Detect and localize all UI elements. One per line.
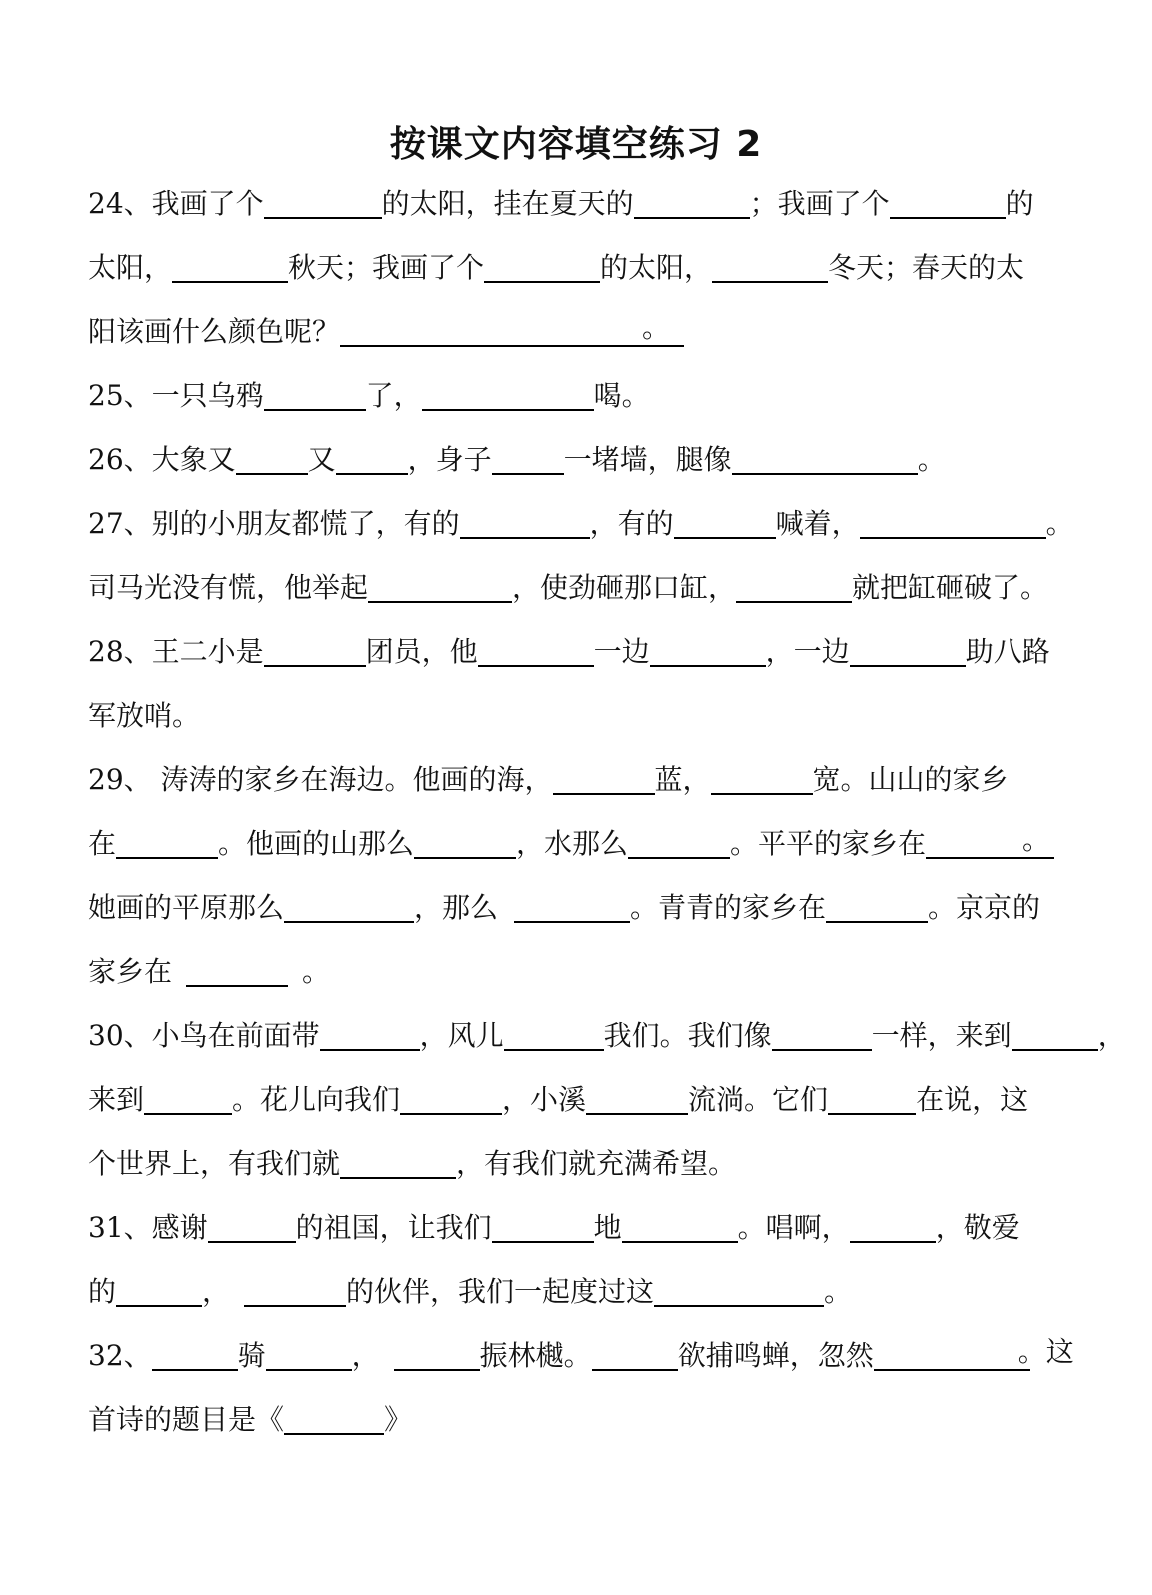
answer-blank[interactable] bbox=[264, 187, 382, 219]
q26-line: 26、大象又 又 ，身子 一堵墙，腿像 。 bbox=[88, 443, 946, 476]
answer-blank[interactable] bbox=[152, 1339, 238, 1371]
q28-line-1: 28、王二小是 团员，他 一边 ，一边 助八路 bbox=[88, 635, 1050, 668]
answer-blank[interactable] bbox=[116, 827, 218, 859]
answer-blank[interactable] bbox=[414, 827, 516, 859]
q24-line-1: 24、我画了个 的太阳，挂在夏天的 ；我画了个 的 bbox=[88, 187, 1034, 220]
q30-line-3: 个世界上，有我们就 ，有我们就充满希望。 bbox=[88, 1147, 737, 1180]
answer-blank[interactable] bbox=[144, 1083, 232, 1115]
answer-blank[interactable] bbox=[478, 635, 594, 667]
answer-blank[interactable] bbox=[711, 763, 813, 795]
answer-blank[interactable] bbox=[186, 955, 288, 987]
answer-blank[interactable] bbox=[772, 1019, 872, 1051]
answer-blank[interactable] bbox=[284, 1403, 384, 1435]
answer-blank[interactable] bbox=[284, 891, 414, 923]
answer-blank[interactable] bbox=[116, 1275, 202, 1307]
q28-line-2: 军放哨。 bbox=[88, 699, 201, 732]
answer-blank[interactable] bbox=[650, 635, 766, 667]
q24-line-2: 太阳， 秋天；我画了个 的太阳， 冬天；春天的太 bbox=[88, 251, 1025, 284]
answer-blank[interactable] bbox=[850, 635, 966, 667]
answer-blank[interactable] bbox=[492, 443, 564, 475]
answer-blank[interactable] bbox=[320, 1019, 420, 1051]
answer-blank[interactable] bbox=[890, 187, 1006, 219]
answer-blank[interactable] bbox=[654, 1275, 824, 1307]
answer-blank[interactable] bbox=[422, 379, 594, 411]
answer-blank[interactable] bbox=[264, 379, 366, 411]
answer-blank[interactable] bbox=[1012, 1019, 1098, 1051]
q27-line-1: 27、别的小朋友都慌了，有的 ，有的 喊着， 。 bbox=[88, 507, 1074, 540]
answer-blank[interactable] bbox=[266, 1339, 352, 1371]
answer-blank[interactable] bbox=[460, 507, 590, 539]
answer-blank[interactable] bbox=[586, 1083, 688, 1115]
answer-blank[interactable] bbox=[712, 251, 828, 283]
answer-blank[interactable] bbox=[208, 1211, 296, 1243]
answer-blank[interactable] bbox=[368, 571, 512, 603]
answer-blank[interactable]: 。这 bbox=[874, 1339, 1030, 1371]
q29-line-2: 在 。他画的山那么 ，水那么 。平平的家乡在 。 bbox=[88, 823, 1054, 865]
answer-blank[interactable] bbox=[634, 187, 750, 219]
answer-blank[interactable] bbox=[336, 443, 408, 475]
q29-line-1: 29、 涛涛的家乡在海边。他画的海， 蓝， 宽。山山的家乡 bbox=[88, 763, 1009, 796]
q27-line-2: 司马光没有慌，他举起 ，使劲砸那口缸， 就把缸砸破了。 bbox=[88, 571, 1049, 604]
answer-blank[interactable] bbox=[732, 443, 918, 475]
answer-blank[interactable] bbox=[628, 827, 730, 859]
worksheet-title: 按课文内容填空练习 2 bbox=[389, 124, 763, 165]
answer-blank[interactable] bbox=[394, 1339, 480, 1371]
q31-line-1: 31、感谢 的祖国，让我们 地 。唱啊， ，敬爱 bbox=[88, 1211, 1020, 1244]
answer-blank[interactable] bbox=[484, 251, 600, 283]
q30-line-2: 来到 。花儿向我们 ，小溪 流淌。它们 在说，这 bbox=[88, 1083, 1029, 1116]
q32-line-1: 32、 骑 ， 振林樾。 欲捕鸣蝉，忽然 。这 bbox=[88, 1335, 1074, 1372]
answer-blank[interactable] bbox=[592, 1339, 678, 1371]
answer-blank[interactable] bbox=[236, 443, 308, 475]
answer-blank[interactable] bbox=[860, 507, 1046, 539]
answer-blank[interactable] bbox=[400, 1083, 502, 1115]
answer-blank[interactable] bbox=[514, 891, 630, 923]
answer-blank[interactable] bbox=[622, 1211, 738, 1243]
q32-line-2: 首诗的题目是《 》 bbox=[88, 1403, 413, 1436]
answer-blank[interactable] bbox=[826, 891, 928, 923]
q29-line-3: 她画的平原那么 ，那么 。青青的家乡在 。京京的 bbox=[88, 891, 1041, 924]
answer-blank[interactable] bbox=[736, 571, 852, 603]
answer-blank[interactable] bbox=[244, 1275, 346, 1307]
answer-blank[interactable] bbox=[850, 1211, 936, 1243]
q25-line: 25、一只乌鸦 了， 喝。 bbox=[88, 379, 650, 412]
q24-line-3: 阳该画什么颜色呢？ 。 bbox=[88, 311, 684, 353]
answer-blank[interactable] bbox=[264, 635, 366, 667]
answer-blank[interactable] bbox=[492, 1211, 594, 1243]
answer-blank[interactable]: 。 bbox=[340, 315, 684, 347]
q29-line-4: 家乡在 。 bbox=[88, 955, 331, 988]
answer-blank[interactable]: 。 bbox=[926, 827, 1054, 859]
answer-blank[interactable] bbox=[674, 507, 776, 539]
answer-blank[interactable] bbox=[172, 251, 288, 283]
answer-blank[interactable] bbox=[504, 1019, 604, 1051]
answer-blank[interactable] bbox=[553, 763, 655, 795]
answer-blank[interactable] bbox=[828, 1083, 916, 1115]
answer-blank[interactable] bbox=[340, 1147, 456, 1179]
q30-line-1: 30、小鸟在前面带 ，风儿 我们。我们像 一样，来到 ， bbox=[88, 1019, 1126, 1052]
q31-line-2: 的 ， 的伙伴，我们一起度过这 。 bbox=[88, 1275, 853, 1308]
